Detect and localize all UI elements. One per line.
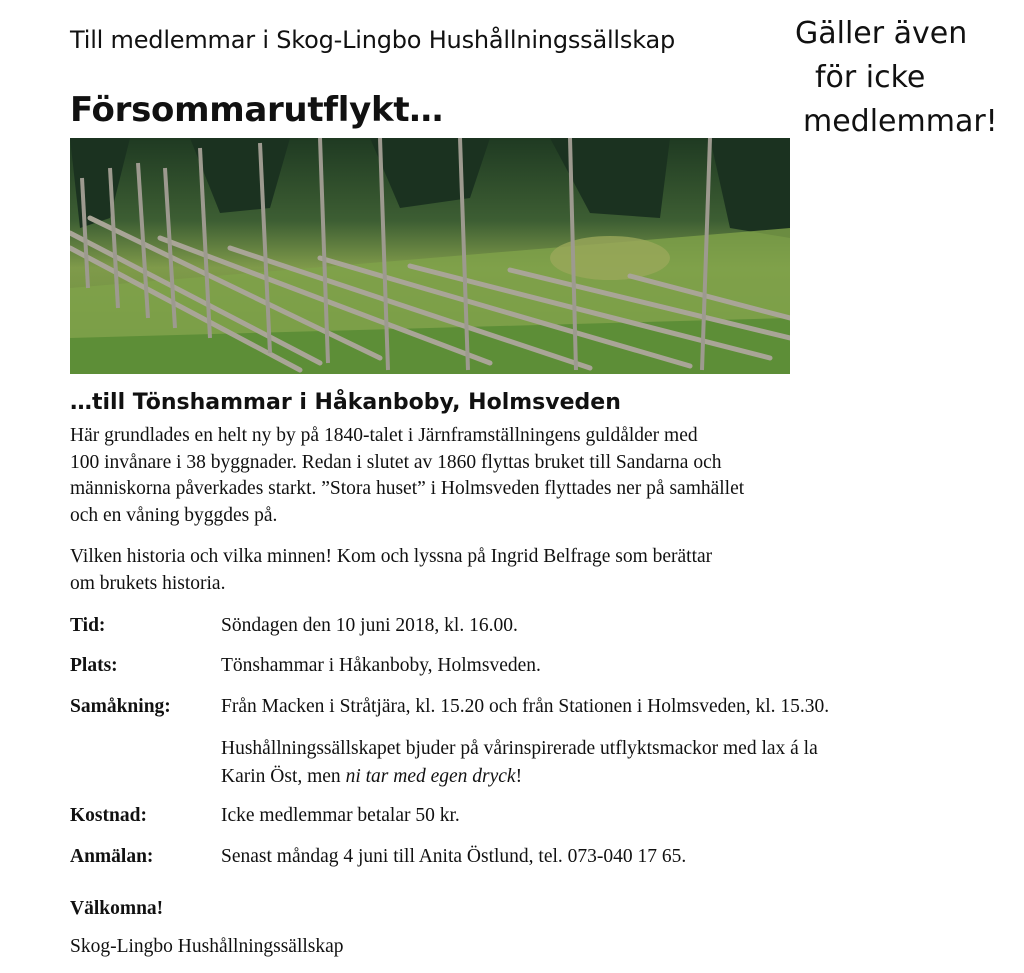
- cost-value: Icke medlemmar betalar 50 kr.: [221, 805, 460, 826]
- invite-paragraph: [70, 544, 712, 597]
- time-label: Tid:: [70, 615, 106, 636]
- trip-subtitle: …till Tönshammar i Håkanboby, Holmsveden: [70, 390, 621, 415]
- food-line-start: Karin Öst, men: [221, 766, 346, 787]
- recipient-line: Till medlemmar i Skog-Lingbo Hushållningssällskap: [70, 26, 676, 54]
- carpool-value: Från Macken i Stråtjära, kl. 15.20 och från Stationen i Holmsveden, kl. 15.30.: [221, 696, 830, 717]
- food-line: Hushållningssällskapet bjuder på vårinspirerade utflyktsmackor med lax á la: [221, 738, 818, 759]
- food-line-end: !: [515, 766, 523, 787]
- welcome-text: Välkomna!: [70, 898, 164, 919]
- invite-line: om brukets historia.: [70, 572, 226, 594]
- note-also-non-members: [795, 12, 998, 144]
- place-value: Tönshammar i Håkanboby, Holmsveden.: [221, 655, 541, 676]
- place-label: Plats:: [70, 655, 118, 676]
- intro-line: människorna påverkades starkt. ”Stora huset” i Holmsveden flyttades ner på samhället: [70, 478, 745, 499]
- signup-label: Anmälan:: [70, 846, 154, 867]
- intro-line: och en våning byggdes på.: [70, 504, 278, 526]
- intro-line: Här grundlades en helt ny by på 1840-talet i Järnframställningens guldålder med: [70, 425, 698, 446]
- note-line: för icke: [815, 60, 926, 95]
- intro-line: 100 invånare i 38 byggnader. Redan i slutet av 1860 flyttas bruket till Sandarna och: [70, 451, 722, 473]
- note-line: medlemmar!: [803, 104, 998, 139]
- intro-paragraph: [70, 423, 744, 529]
- food-line: [221, 763, 818, 791]
- fence-photo: [70, 138, 790, 374]
- signup-value: Senast måndag 4 juni till Anita Östlund, tel. 073-040 17 65.: [221, 846, 687, 867]
- time-value: Söndagen den 10 juni 2018, kl. 16.00.: [221, 615, 518, 636]
- signature: Skog-Lingbo Hushållningssällskap: [70, 936, 344, 957]
- cost-label: Kostnad:: [70, 805, 147, 826]
- carpool-label: Samåkning:: [70, 696, 171, 717]
- food-note: [221, 735, 818, 791]
- page-title: Försommarutflykt…: [70, 90, 443, 130]
- food-emphasis: ni tar med egen dryck: [345, 766, 516, 787]
- note-line: Gäller även: [795, 16, 968, 51]
- invite-line: Vilken historia och vilka minnen! Kom och lyssna på Ingrid Belfrage som berättar: [70, 546, 713, 567]
